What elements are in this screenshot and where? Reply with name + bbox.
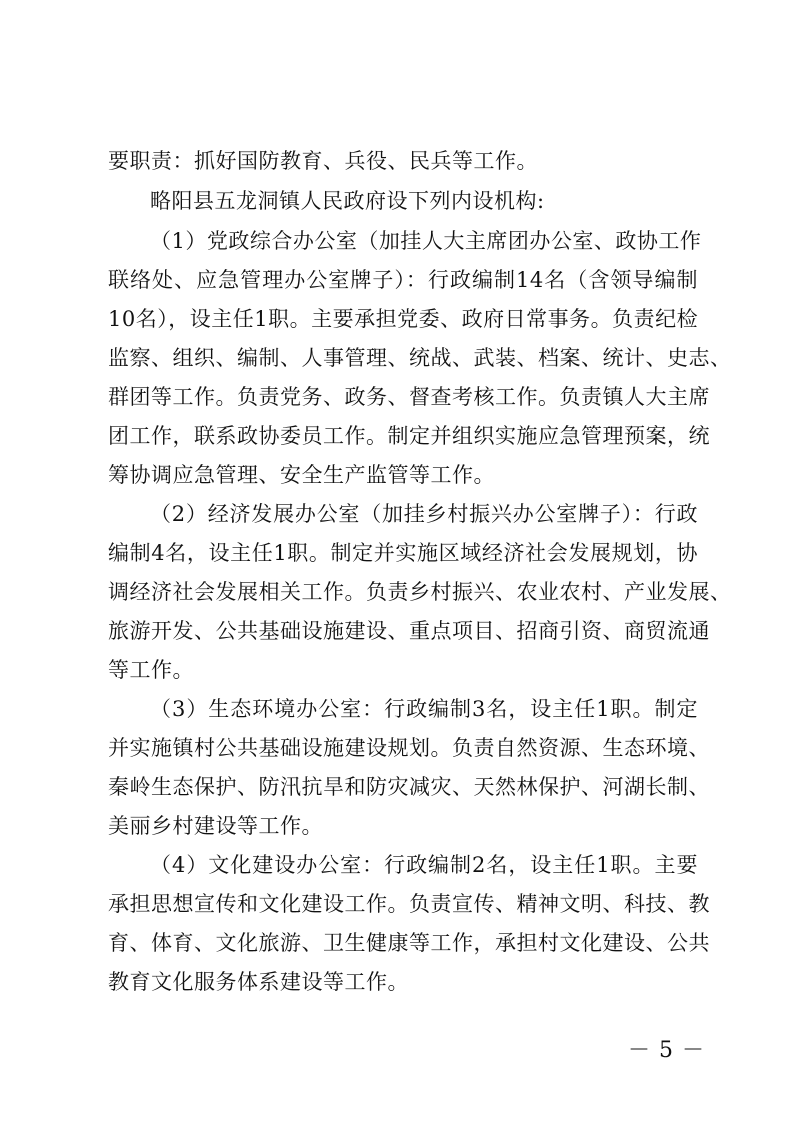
office-1-line-4: 监察、组织、编制、人事管理、统战、武装、档案、统计、史志、 <box>108 346 732 370</box>
text-line-1: 要职责：抓好国防教育、兵役、民兵等工作。 <box>108 149 538 173</box>
office-1-line-3: 10名），设主任1职。主要承担党委、政府日常事务。负责纪检 <box>108 307 699 331</box>
office-2-line-5: 等工作。 <box>108 658 194 682</box>
office-4-line-3: 育、体育、文化旅游、卫生健康等工作，承担村文化建设、公共 <box>108 931 710 955</box>
office-2-line-2: 编制4名，设主任1职。制定并实施区域经济社会发展规划，协 <box>108 541 698 565</box>
page-number: － 5 － <box>628 1038 705 1063</box>
office-3-line-3: 秦岭生态保护、防汛抗旱和防灾减灾、天然林保护、河湖长制、 <box>108 775 710 799</box>
office-3-line-4: 美丽乡村建设等工作。 <box>108 814 323 838</box>
office-1-line-7: 筹协调应急管理、安全生产监管等工作。 <box>108 463 495 487</box>
office-1-heading-line: （1）党政综合办公室（加挂人大主席团办公室、政协工作 <box>150 229 702 253</box>
office-1-line-5: 群团等工作。负责党务、政务、督查考核工作。负责镇人大主席 <box>108 385 710 409</box>
section-intro-line: 略阳县五龙洞镇人民政府设下列内设机构: <box>150 189 545 213</box>
office-1-line-6: 团工作，联系政协委员工作。制定并组织实施应急管理预案，统 <box>108 424 710 448</box>
office-3-line-2: 并实施镇村公共基础设施建设规划。负责自然资源、生态环境、 <box>108 736 710 760</box>
office-4-heading-line: （4）文化建设办公室：行政编制2名，设主任1职。主要 <box>150 853 698 877</box>
office-4-line-4: 教育文化服务体系建设等工作。 <box>108 970 409 994</box>
office-2-line-4: 旅游开发、公共基础设施建设、重点项目、招商引资、商贸流通 <box>108 619 710 643</box>
office-2-line-3: 调经济社会发展相关工作。负责乡村振兴、农业农村、产业发展、 <box>108 580 732 604</box>
office-2-heading-line: （2）经济发展办公室（加挂乡村振兴办公室牌子）：行政 <box>150 502 698 526</box>
office-4-line-2: 承担思想宣传和文化建设工作。负责宣传、精神文明、科技、教 <box>108 892 710 916</box>
office-1-line-2: 联络处、应急管理办公室牌子）：行政编制14名（含领导编制 <box>108 268 698 292</box>
office-3-heading-line: （3）生态环境办公室：行政编制3名，设主任1职。制定 <box>150 697 698 721</box>
